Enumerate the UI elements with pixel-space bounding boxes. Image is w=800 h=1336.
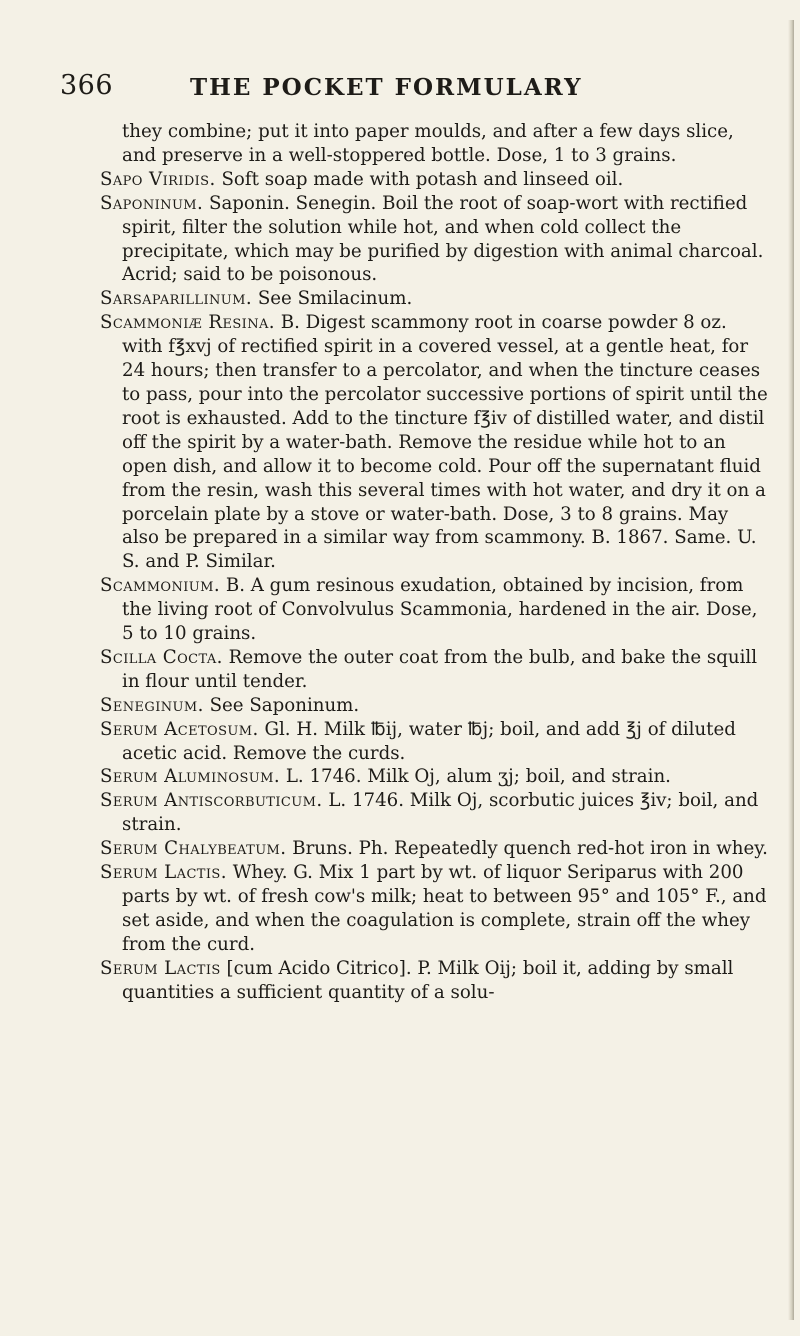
- entry-headword: Scammonium.: [100, 575, 221, 597]
- entry-text: Saponin. Senegin. Boil the root of soap-wort with rectified spirit, filter the solution while hot, and when cold collect the precipitate, which may be purified by digestion with animal charcoal. Acrid; said to be poisonous.: [122, 192, 764, 286]
- entry-seneginum: [100, 694, 770, 718]
- page-edge-shadow: [788, 20, 794, 1320]
- entry-text: Bruns. Ph. Repeatedly quench red-hot iron in whey.: [292, 838, 768, 860]
- entry-continuation: they combine; put it into paper moulds, and after a few days slice, and preserve in a well-stoppered bottle. Dose, 1 to 3 grains.: [122, 121, 734, 166]
- entry-headword: Scilla Cocta.: [100, 646, 223, 668]
- entry-serum-lactis-citrico: [100, 957, 770, 1005]
- entry-text: B. Digest scammony root in coarse powder 8 oz. with f℥xvj of rectified spirit in a covered vessel, at a gentle heat, for 24 hours; then transfer to a percolator, and when the tincture ceases to pass, pour into the percolator successive portions of spirit until the root is exhausted. Add to the tincture f℥iv of distilled water, and distil off the spirit by a water-bath. Remove the residue while hot to an open dish, and allow it to become cold. Pour off the supernatant fluid from the resin, wash this several times with hot water, and dry it on a porcelain plate by a stove or water-bath. Dose, 3 to 8 grains. May also be prepared in a similar way from scammony. B. 1867. Same. U. S. and P. Similar.: [122, 312, 768, 573]
- entry-text: Remove the outer coat from the bulb, and bake the squill in flour until tender.: [122, 646, 758, 692]
- entry-text: L. 1746. Milk Oj, alum ʒj; boil, and strain.: [285, 766, 671, 788]
- entry-headword: Sapo Viridis.: [100, 168, 216, 190]
- entry-text: See Saponinum.: [209, 694, 360, 716]
- entry-serum-chalybeatum: [100, 837, 770, 861]
- entry-scilla-cocta: [100, 646, 770, 694]
- entry-serum-acetosum: [100, 718, 770, 766]
- page-number: 366: [60, 70, 114, 101]
- entry-headword: Scammoniæ Resina.: [100, 312, 275, 334]
- entry-serum-aluminosum: [100, 765, 770, 789]
- entry-scammonium: [100, 574, 770, 646]
- entry-text: Whey. G. Mix 1 part by wt. of liquor Seriparus with 200 parts by wt. of fresh cow's milk; heat to between 95° and 105° F., and set aside, and when the coagulation is complete, strain off the whey from the curd.: [122, 862, 767, 955]
- page-header: [60, 70, 740, 110]
- entry-headword: Serum Lactis.: [100, 862, 227, 884]
- entry-headword: Serum Acetosum.: [100, 718, 259, 740]
- entry-text: B. A gum resinous exudation, obtained by incision, from the living root of Convolvulus Scammonia, hardened in the air. Dose, 5 to 10 grains.: [122, 575, 758, 645]
- entry-headword: Saponinum.: [100, 192, 204, 214]
- entry-sarsaparillinum: [100, 287, 770, 311]
- running-title: THE POCKET FORMULARY: [190, 74, 583, 101]
- entry-saponinum: [100, 192, 770, 288]
- entry-scammoniae-resina: [100, 311, 770, 574]
- entry-serum-lactis: [100, 861, 770, 957]
- entry-text: [cum Acido Citrico]. P. Milk Oij; boil it, adding by small quantities a sufficient quantity of a solu-: [122, 957, 734, 1003]
- entry-headword: Serum Chalybeatum.: [100, 838, 287, 860]
- formulary-entries: [100, 120, 770, 1005]
- entry-text: See Smilacinum.: [257, 288, 413, 310]
- entry-headword: Seneginum.: [100, 694, 204, 716]
- entry-headword: Serum Aluminosum.: [100, 766, 281, 788]
- entry-text: Gl. H. Milk ℔ij, water ℔j; boil, and add ℥j of diluted acetic acid. Remove the curds.: [122, 718, 736, 764]
- entry-headword: Serum Lactis: [100, 957, 221, 979]
- entry-sapo-viridis: [100, 168, 770, 192]
- entry-text: L. 1746. Milk Oj, scorbutic juices ℥iv; boil, and strain.: [122, 790, 759, 836]
- entry-headword: Serum Antiscorbuticum.: [100, 790, 323, 812]
- entry-serum-antiscorbuticum: [100, 789, 770, 837]
- entry-headword: Sarsaparillinum.: [100, 288, 253, 310]
- entry-text: Soft soap made with potash and linseed oil.: [221, 168, 624, 190]
